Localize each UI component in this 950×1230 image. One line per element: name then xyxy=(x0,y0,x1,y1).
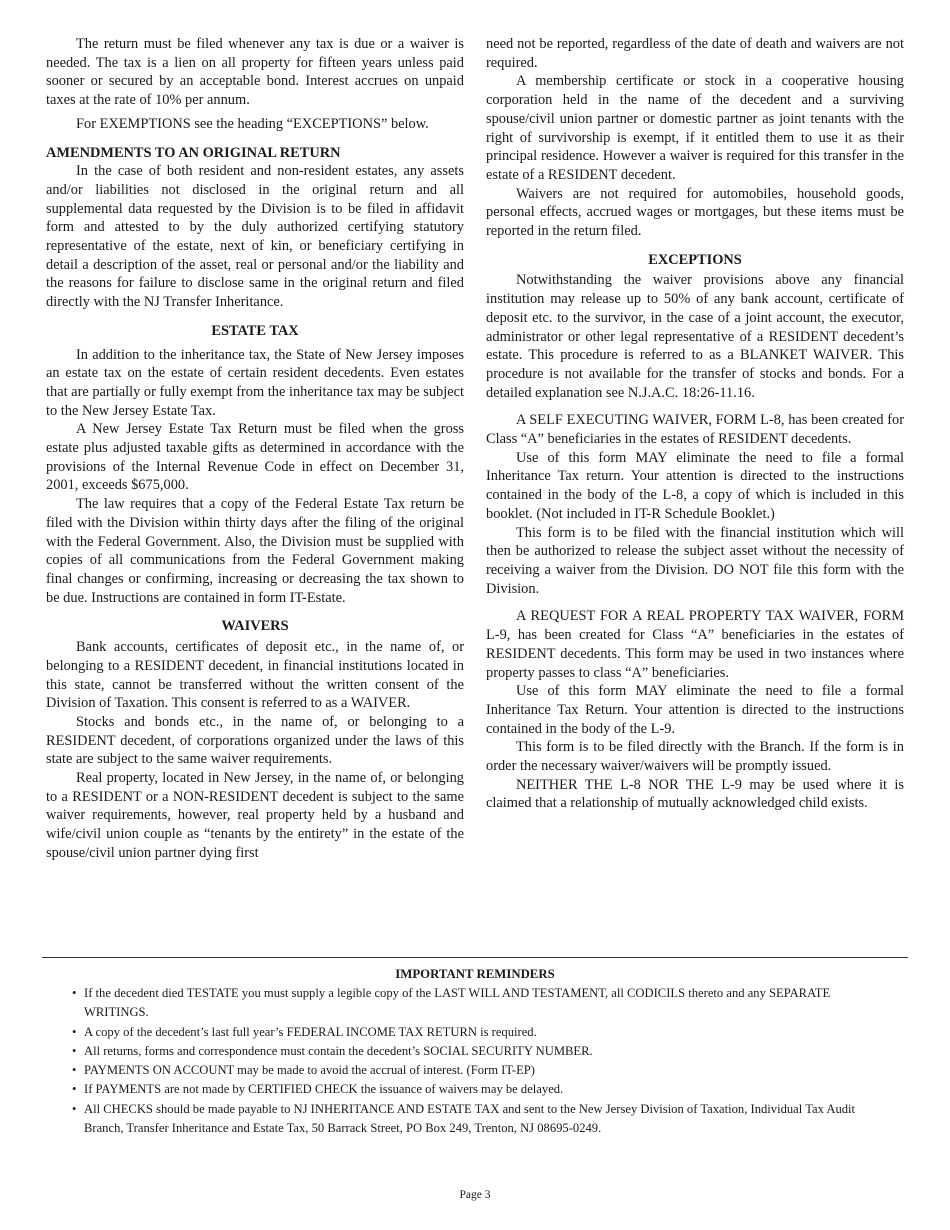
waivers-heading: WAIVERS xyxy=(221,618,289,635)
estate-tax-heading: ESTATE TAX xyxy=(211,322,299,339)
right-column xyxy=(486,35,904,813)
continued-paragraph: need not be reported, regardless of the date of death and waivers are not required. xyxy=(486,36,904,71)
waivers-paragraph-3: Real property, located in New Jersey, in the name of, or belonging to a RESIDENT or a NON-RESIDENT decedent is subject to the same waiver requirements, however, real property held by a husband and wife/civil union couple as “tenants by the entirety” in the estate of the spouse/civil union partner dying first xyxy=(46,770,464,861)
exceptions-heading: EXCEPTIONS xyxy=(648,251,742,268)
waivers-paragraph-2: Stocks and bonds etc., in the name of, or belonging to a RESIDENT decedent, of corporations organized under the laws of this state are subject to the same waiver requirements. xyxy=(46,713,464,768)
important-reminders xyxy=(42,965,908,1138)
reminder-item: • If PAYMENTS are not made by CERTIFIED CHECK the issuance of waivers may be delayed. xyxy=(72,1080,888,1099)
exemptions-note: For EXEMPTIONS see the heading “EXCEPTIONS” below. xyxy=(76,115,429,132)
reminders-list xyxy=(42,984,908,1138)
form-l9-paragraph-3: This form is to be filed directly with the Branch. If the form is in order the necessary waiver/waivers will be promptly issued. xyxy=(486,739,904,775)
form-l9-paragraph-2: Use of this form MAY eliminate the need to file a formal Inheritance Tax Return. Your attention is directed to the instructions contained in the body of the L-9. xyxy=(486,683,904,737)
left-column xyxy=(46,35,464,863)
form-l8-paragraph-2: Use of this form MAY eliminate the need to file a formal Inheritance Tax return. Your attention is directed to the instructions contained in the body of the L-8, a copy of which is included in this booklet. (Not included in IT-R Schedule Booklet.) xyxy=(486,449,904,522)
estate-tax-paragraph-3: The law requires that a copy of the Federal Estate Tax return be filed with the Division within thirty days after the filing of the original with the Federal Government. Also, the Division must be supplied with copies of all communications from the Federal Government making final changes or confirming, increasing or decreasing the tax shown to be due. Instructions are contained in form IT-Estate. xyxy=(46,496,464,606)
reminder-item: • If the decedent died TESTATE you must supply a legible copy of the LAST WILL AND TESTAMENT, all CODICILS thereto and any SEPARATE WRITINGS. xyxy=(72,984,888,1023)
blanket-waiver-paragraph: Notwithstanding the waiver provisions above any financial institution may release up to 50% of any bank account, certificate of deposit etc. to the survivor, in the case of a joint account, the executor, administrator or other legal representative of a RESIDENT decedent’s estate. This procedure is referred to as a BLANKET WAIVER. This procedure is not available for the transfer of stocks and bonds. For a detailed explanation see N.J.A.C. 18:26-11.16. xyxy=(486,272,904,401)
reminder-item: • A copy of the decedent’s last full year’s FEDERAL INCOME TAX RETURN is required. xyxy=(72,1023,888,1042)
form-l8-paragraph-1: A SELF EXECUTING WAIVER, FORM L-8, has been created for Class “A” beneficiaries in the estates of RESIDENT decedents. xyxy=(486,412,904,448)
amendments-paragraph: In the case of both resident and non-resident estates, any assets and/or liabilities not disclosed in the original return and all supplemental data requested by the Division is to be filed in affidavit form and attested to by the duly authorized certifying statutory representative of the estate, next of kin, or beneficiary certifying in detail a description of the asset, real or personal and/or the liability and the reasons for failure to disclose same in the original return and filed directly with the NJ Transfer Inheritance. xyxy=(46,163,464,311)
reminder-item: • All CHECKS should be made payable to NJ INHERITANCE AND ESTATE TAX and sent to the New Jersey Division of Taxation, Individual Tax Audit Branch, Transfer Inheritance and Estate Tax, 50 Barrack Street, PO Box 249, Trenton, NJ 08695-0249. xyxy=(72,1100,888,1139)
waivers-paragraph-1: Bank accounts, certificates of deposit etc., in the name of, or belonging to a RESIDENT decedent, in financial institutions located in this state, cannot be transferred without the written consent of the Division of Taxation. This consent is referred to as a WAIVER. xyxy=(46,639,464,712)
reminder-item: • All returns, forms and correspondence must contain the decedent’s SOCIAL SECURITY NUMBER. xyxy=(72,1042,888,1061)
estate-tax-paragraph-1: In addition to the inheritance tax, the State of New Jersey imposes an estate tax on the estate of certain resident decedents. Even estates that are partially or fully exempt from the inheritance tax may be subject to the New Jersey Estate Tax. xyxy=(46,346,464,419)
form-l8-paragraph-3: This form is to be filed with the financial institution which will then be authorized to release the subject asset without the necessity of receiving a waiver from the Division. DO NOT file this form with the Division. xyxy=(486,524,904,597)
reminders-heading: IMPORTANT REMINDERS xyxy=(395,967,555,981)
section-divider xyxy=(42,957,908,958)
waivers-not-required-paragraph: Waivers are not required for automobiles, household goods, personal effects, accrued wages or mortgages, but these items must be reported in the return filed. xyxy=(486,185,904,240)
reminder-item: • PAYMENTS ON ACCOUNT may be made to avoid the accrual of interest. (Form IT-EP) xyxy=(72,1061,888,1080)
amendments-heading: AMENDMENTS TO AN ORIGINAL RETURN xyxy=(46,144,341,161)
form-l9-paragraph-4: NEITHER THE L-8 NOR THE L-9 may be used where it is claimed that a relationship of mutually acknowledged child exists. xyxy=(486,776,904,812)
estate-tax-paragraph-2: A New Jersey Estate Tax Return must be filed when the gross estate plus adjusted taxable gifts as determined in accordance with the provisions of the Internal Revenue Code in effect on December 31, 2001, exceeds $675,000. xyxy=(46,421,464,494)
intro-paragraph: The return must be filed whenever any tax is due or a waiver is needed. The tax is a lien on all property for fifteen years unless paid sooner or secured by an acceptable bond. Interest accrues on unpaid taxes at the rate of 10% per annum. xyxy=(46,36,464,109)
page-number: Page 3 xyxy=(459,1189,491,1201)
form-l9-paragraph-1: A REQUEST FOR A REAL PROPERTY TAX WAIVER, FORM L-9, has been created for Class “A” beneficiaries in the estates of RESIDENT decedents. This form may be used in two instances where property passes to class “A” beneficiaries. xyxy=(486,608,904,681)
cooperative-housing-paragraph: A membership certificate or stock in a cooperative housing corporation held in the name of the decedent and a surviving spouse/civil union partner or domestic partner as joint tenants with the right of survivorship is exempt, if it entitled them to use it as their principal residence. However a waiver is required for this transfer in the estate of a RESIDENT decedent. xyxy=(486,73,904,183)
